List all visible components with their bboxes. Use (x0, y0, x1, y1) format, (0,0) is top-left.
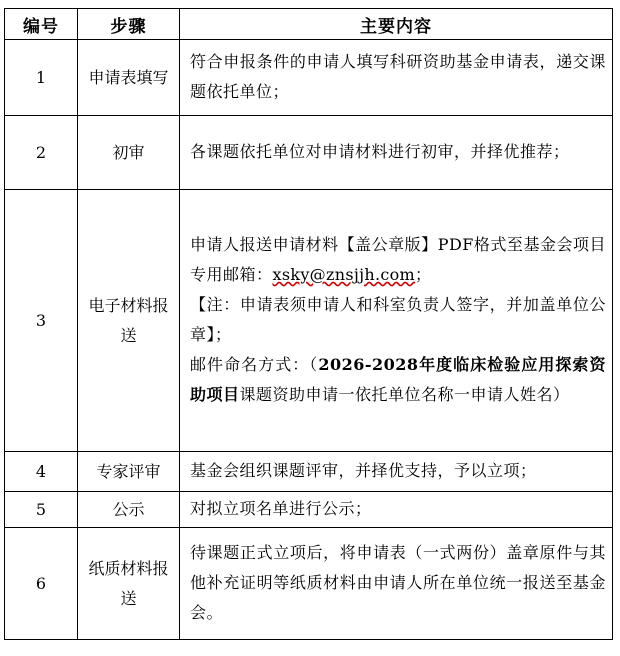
note-text: 【注：申请表须申请人和科室负责人签字，并加盖单位公章】； (190, 295, 606, 344)
row-number: 6 (5, 528, 78, 640)
table-row (5, 452, 613, 492)
row-number: 2 (5, 116, 78, 190)
email-link[interactable]: xsky@znsjjh.com (272, 265, 416, 284)
row-step: 纸质材料报送 (78, 528, 180, 640)
row-step: 电子材料报送 (78, 190, 180, 452)
row-content (180, 190, 613, 452)
header-content: 主要内容 (180, 9, 613, 40)
row-step: 公示 (78, 492, 180, 528)
table-row (5, 492, 613, 528)
row-content: 基金会组织课题评审，并择优支持，予以立项； (180, 452, 613, 492)
header-no: 编号 (5, 9, 78, 40)
row-content: 待课题正式立项后，将申请表（一式两份）盖章原件与其他补充证明等纸质材料由申请人所在单位统一报送至基金会。 (180, 528, 613, 640)
row-content: 符合申报条件的申请人填写科研资助基金申请表，递交课题依托单位； (180, 40, 613, 116)
table-row (5, 40, 613, 116)
content-text: 课题资助申请一依托单位名称一申请人姓名） (239, 385, 570, 404)
row-number: 5 (5, 492, 78, 528)
content-text: ； (415, 265, 432, 284)
row-step: 初审 (78, 116, 180, 190)
row-number: 4 (5, 452, 78, 492)
table-row (5, 528, 613, 640)
project-name: 2026-2028年度临床检验应用探索资助项目 (190, 355, 606, 404)
table-row (5, 116, 613, 190)
content-text: 邮件命名方式：（ (190, 355, 319, 374)
table-row (5, 190, 613, 452)
row-number: 1 (5, 40, 78, 116)
table-header-row (5, 9, 613, 40)
row-content: 各课题依托单位对申请材料进行初审，并择优推荐； (180, 116, 613, 190)
header-step: 步骤 (78, 9, 180, 40)
process-table (4, 8, 613, 640)
content-text: 申请人报送申请材料【盖公章版】PDF格式至基金会项目专用邮箱： (190, 235, 606, 284)
row-step: 专家评审 (78, 452, 180, 492)
row-content: 对拟立项名单进行公示； (180, 492, 613, 528)
row-step: 申请表填写 (78, 40, 180, 116)
row-number: 3 (5, 190, 78, 452)
